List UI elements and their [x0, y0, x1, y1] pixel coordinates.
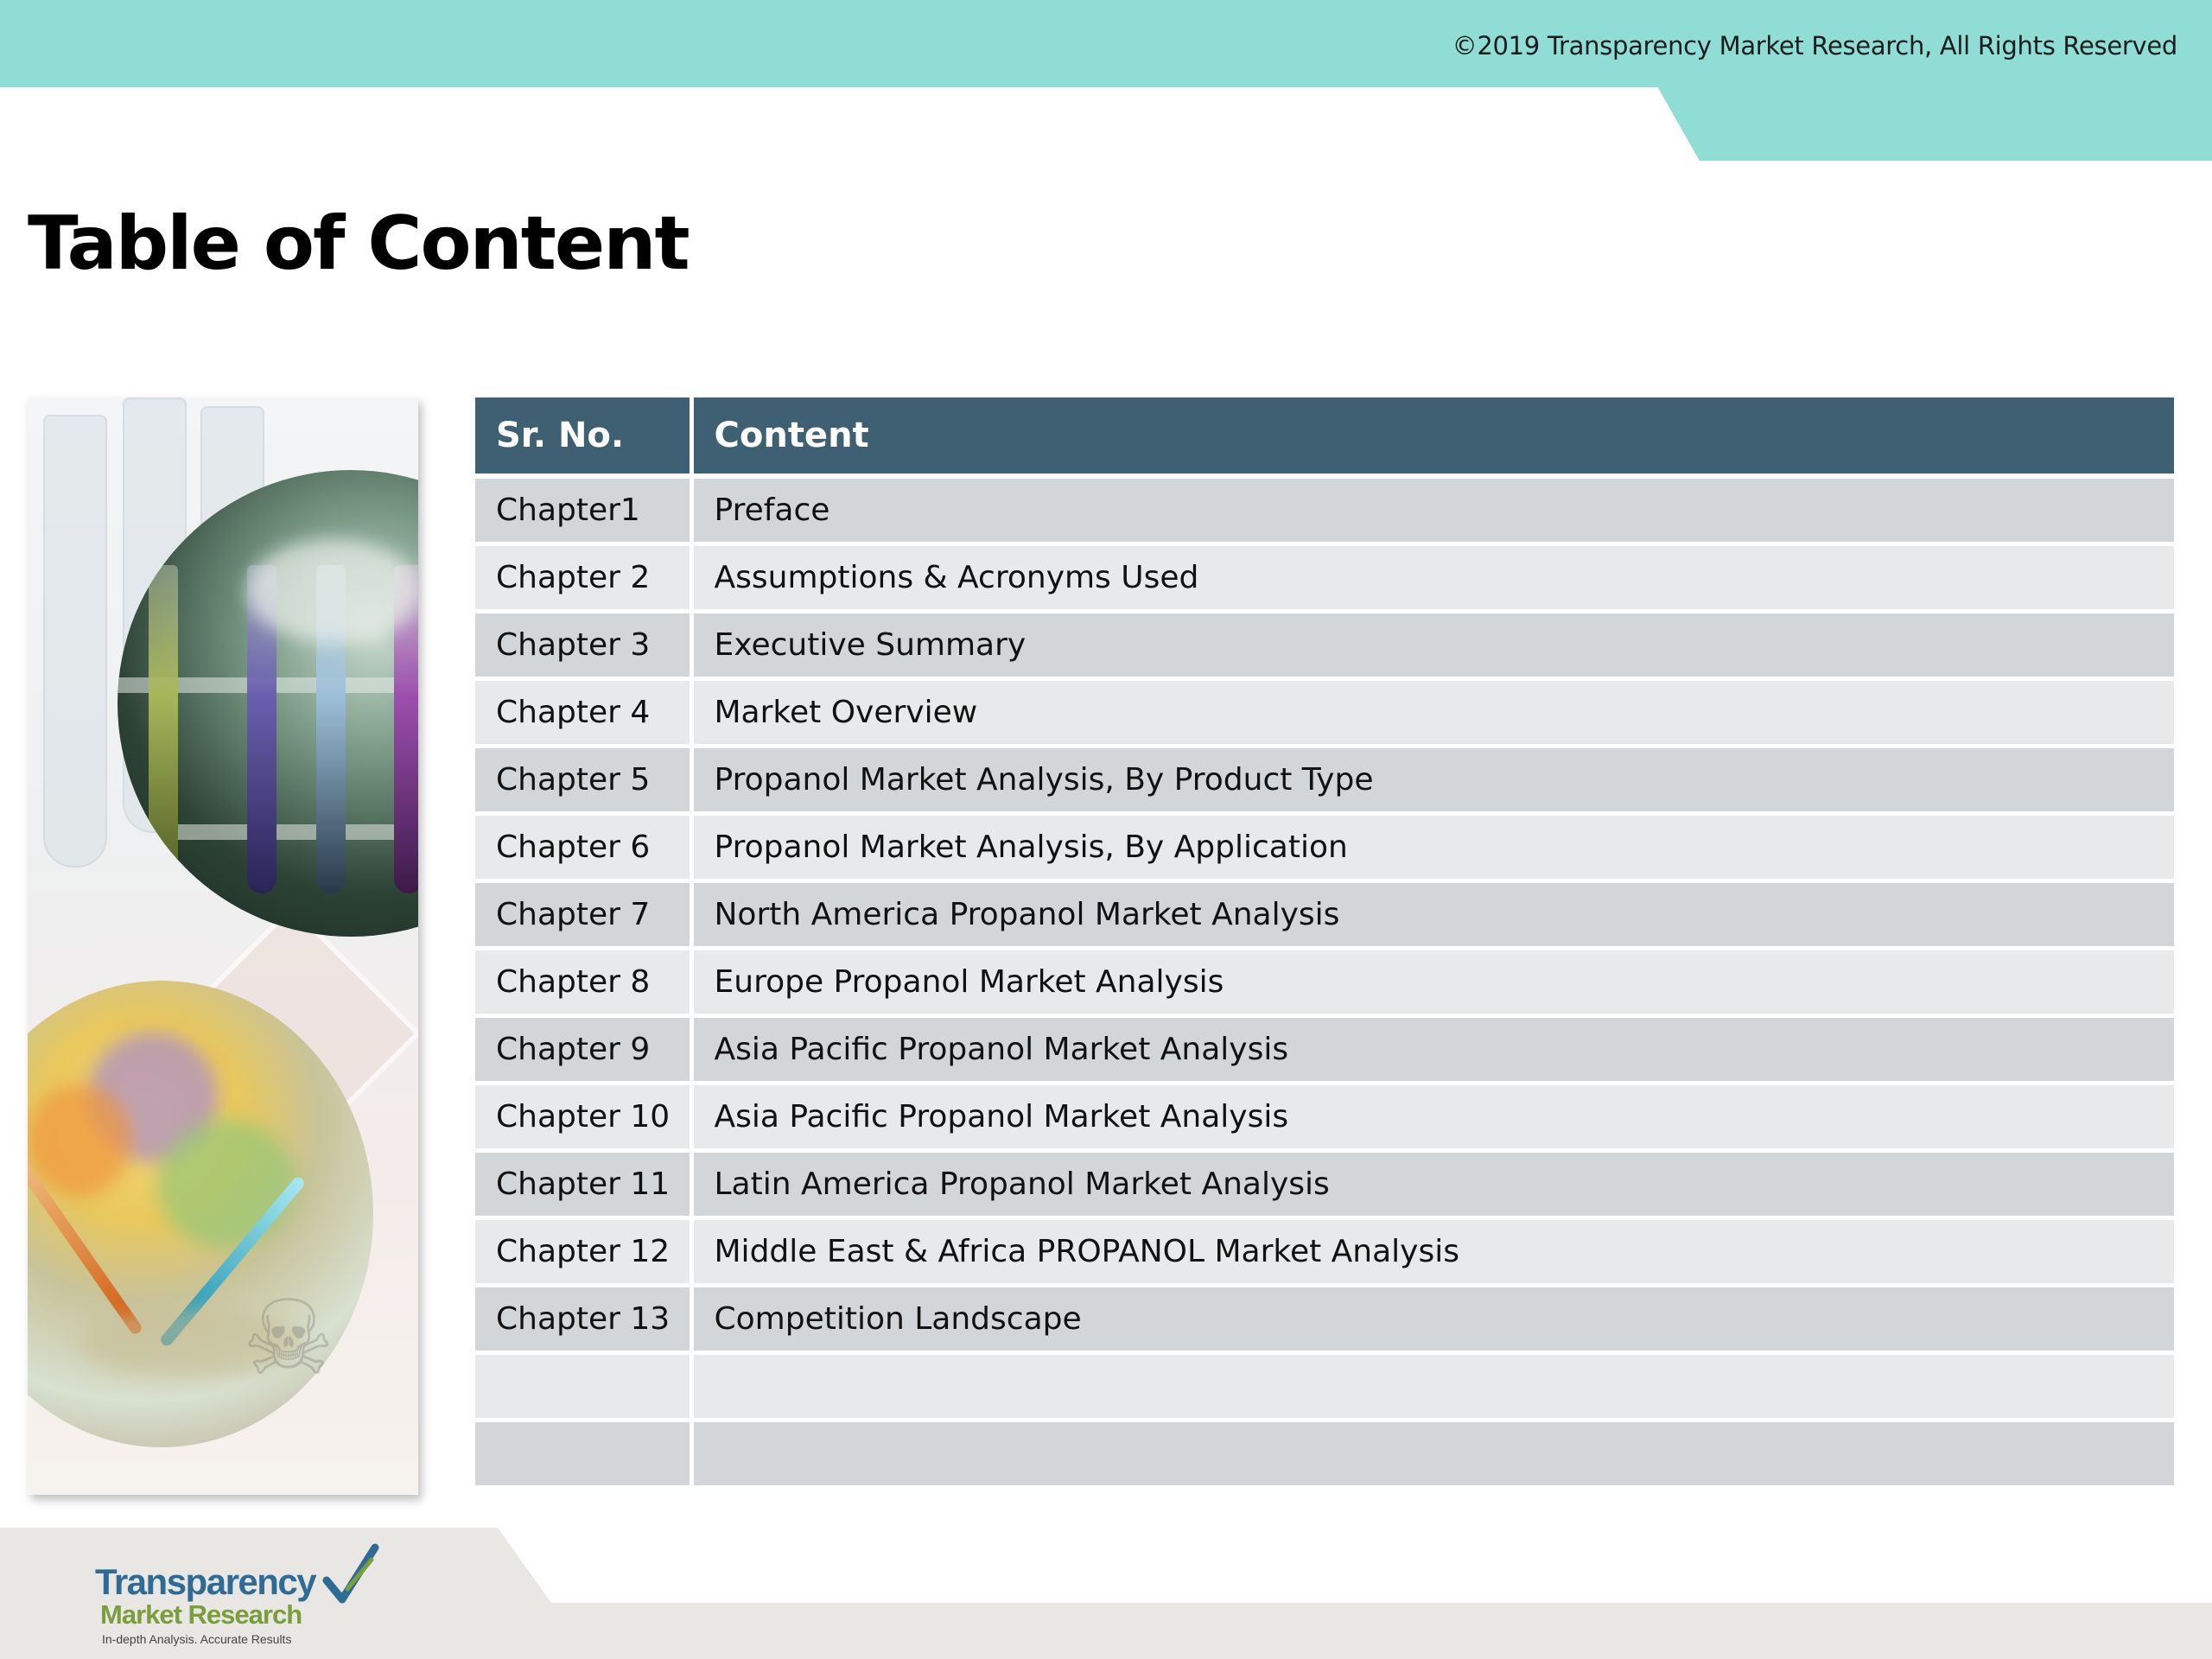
- table-row-empty: [475, 1421, 2174, 1488]
- table-row: [475, 679, 2174, 747]
- table-row: [475, 476, 2174, 544]
- table-row: [475, 1084, 2174, 1151]
- chapter-number: Chapter 12: [475, 1218, 691, 1286]
- chapter-title: Middle East & Africa PROPANOL Market Analysis: [691, 1218, 2174, 1286]
- logo-tagline: In-depth Analysis. Accurate Results: [102, 1632, 292, 1646]
- chapter-title: Asia Pacific Propanol Market Analysis: [691, 1084, 2174, 1151]
- header-accent-tab: [1657, 86, 2212, 161]
- chapter-title: Latin America Propanol Market Analysis: [691, 1151, 2174, 1218]
- chapter-title: Executive Summary: [691, 612, 2174, 679]
- chapter-number: Chapter 13: [475, 1286, 691, 1353]
- table-row: [475, 1151, 2174, 1218]
- chapter-number: Chapter 10: [475, 1084, 691, 1151]
- chapter-title: Asia Pacific Propanol Market Analysis: [691, 1016, 2174, 1084]
- chapter-number: Chapter 6: [475, 814, 691, 881]
- toc-table: [475, 397, 2174, 1490]
- table-row: [475, 881, 2174, 949]
- table-row: [475, 747, 2174, 814]
- chapter-title: Propanol Market Analysis, By Application: [691, 814, 2174, 881]
- table-row: [475, 1016, 2174, 1084]
- chapter-number: Chapter 7: [475, 881, 691, 949]
- chapter-number: Chapter 8: [475, 949, 691, 1016]
- company-logo: [95, 1542, 380, 1655]
- chapter-title: [691, 1353, 2174, 1421]
- chapter-number: Chapter 9: [475, 1016, 691, 1084]
- chapter-title: Competition Landscape: [691, 1286, 2174, 1353]
- table-row: [475, 612, 2174, 679]
- logo-name-line2: Market Research: [100, 1599, 302, 1630]
- table-row: [475, 1218, 2174, 1286]
- page-title: Table of Content: [28, 200, 689, 287]
- chapter-title: Europe Propanol Market Analysis: [691, 949, 2174, 1016]
- chapter-number: Chapter 3: [475, 612, 691, 679]
- table-header-row: [475, 397, 2174, 476]
- chapter-title: Assumptions & Acronyms Used: [691, 544, 2174, 612]
- chapter-title: Preface: [691, 476, 2174, 544]
- table-row: [475, 814, 2174, 881]
- chapter-number: Chapter 2: [475, 544, 691, 612]
- logo-checkmark-icon: [321, 1542, 382, 1611]
- chapter-title: Market Overview: [691, 679, 2174, 747]
- header-content: Content: [691, 397, 2174, 476]
- table-row-empty: [475, 1353, 2174, 1421]
- logo-name-line1: Transparency: [95, 1561, 316, 1602]
- chapter-number: Chapter 11: [475, 1151, 691, 1218]
- copyright-text: ©2019 Transparency Market Research, All Rights Reserved: [1452, 31, 2177, 60]
- hazard-skull-icon: ☠: [242, 1279, 335, 1399]
- chapter-title: [691, 1421, 2174, 1488]
- chapter-number: [475, 1421, 691, 1488]
- table-row: [475, 949, 2174, 1016]
- table-row: [475, 544, 2174, 612]
- chapter-number: Chapter1: [475, 476, 691, 544]
- chapter-number: Chapter 5: [475, 747, 691, 814]
- table-row: [475, 1286, 2174, 1353]
- chapter-title: North America Propanol Market Analysis: [691, 881, 2174, 949]
- header-sr-no: Sr. No.: [475, 397, 691, 476]
- decorative-lab-image: [28, 397, 418, 1495]
- chapter-title: Propanol Market Analysis, By Product Type: [691, 747, 2174, 814]
- chapter-number: Chapter 4: [475, 679, 691, 747]
- chapter-number: [475, 1353, 691, 1421]
